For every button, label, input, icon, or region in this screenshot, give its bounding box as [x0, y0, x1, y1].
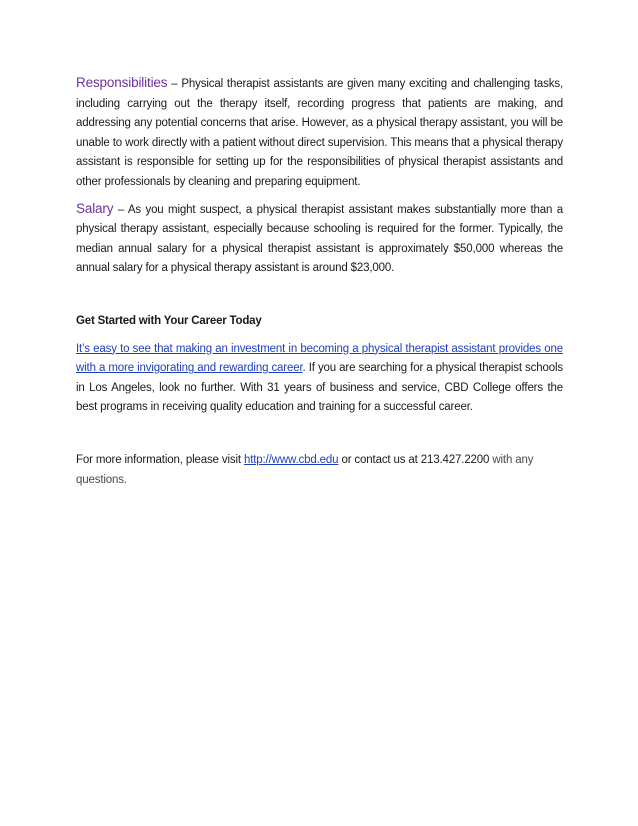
- website-link[interactable]: http://www.cbd.edu: [243, 453, 339, 466]
- salary-paragraph: [76, 199, 563, 279]
- contact-paragraph: [76, 451, 563, 490]
- career-link[interactable]: It’s easy to see that making an investment in becoming a physical therapist assistant provides one with a more invigorating and rewarding career: [76, 342, 563, 375]
- document-page: [76, 73, 563, 490]
- career-heading: Get Started with Your Career Today: [76, 314, 262, 327]
- contact-middle: or contact us at: [338, 453, 421, 466]
- salary-heading: Salary: [76, 200, 114, 216]
- contact-suffix: with any questions.: [76, 453, 534, 486]
- phone-number: 213.427.2200: [420, 453, 490, 466]
- responsibilities-text: – Physical therapist assistants are given many exciting and challenging tasks, including carrying out the therapy itself, recording progress that patients are making, and addressing any potential concerns that arise. However, as a physical therapy assistant, you will be unable to work directly with a patient without direct supervision. This means that a physical therapy assistant is responsible for setting up for the responsibilities of physical therapist assistants and other professionals by cleaning and preparing equipment.: [76, 78, 563, 188]
- responsibilities-heading: Responsibilities: [76, 75, 168, 90]
- responsibilities-paragraph: [76, 73, 563, 193]
- salary-text: – As you might suspect, a physical therapist assistant makes substantially more than a physical therapy assistant, especially because schooling is required for the former. Typically, the median annual salary for a physical therapist assistant is approximately $50,000 whereas the annual salary for a physical therapy assistant is around $23,000.: [76, 203, 563, 275]
- career-paragraph: [76, 340, 563, 418]
- contact-prefix: For more information, please visit: [76, 453, 244, 466]
- career-text: . If you are searching for a physical therapist schools in Los Angeles, look no further. With 31 years of business and service, CBD College offers the best programs in receiving quality education and training for a successful career.: [76, 362, 563, 414]
